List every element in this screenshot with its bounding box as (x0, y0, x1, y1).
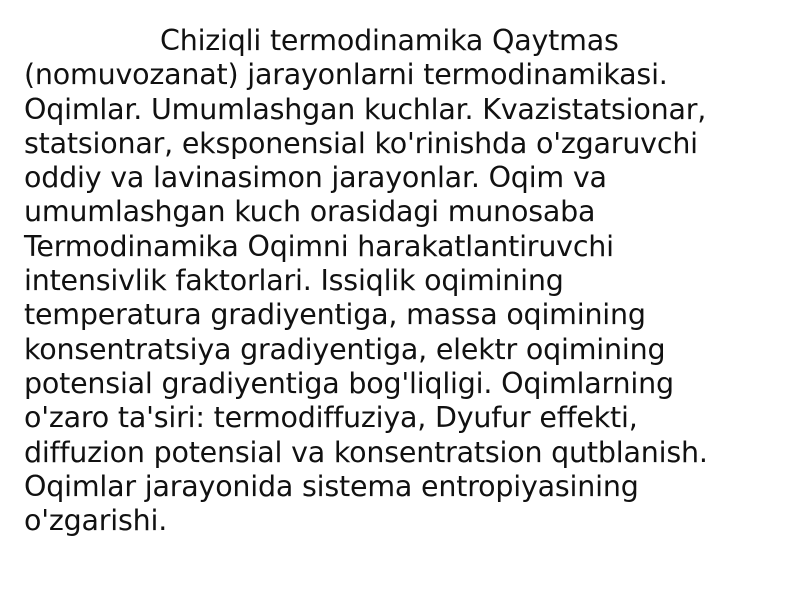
text-line-5: oddiy va lavinasimon jarayonlar. Oqim va (24, 161, 607, 195)
text-line-13: diffuzion potensial va konsentratsion qutblanish. (24, 435, 708, 469)
text-line-6: umumlashgan kuch orasidagi munosaba (24, 195, 596, 229)
text-line-15: o'zgarishi. (24, 504, 168, 538)
text-line-12: o'zaro ta'siri: termodiffuziya, Dyufur effekti, (24, 401, 638, 435)
text-line-11: potensial gradiyentiga bog'liqligi. Oqimlarning (24, 366, 674, 400)
text-line-7: Termodinamika Oqimni harakatlantiruvchi (24, 229, 614, 263)
text-line-2: (nomuvozanat) jarayonlarni termodinamikasi. (24, 58, 668, 92)
body-text (24, 24, 784, 538)
text-line-1: Chiziqli termodinamika Qaytmas (160, 24, 619, 57)
text-line-9: temperatura gradiyentiga, massa oqimining (24, 298, 646, 332)
text-line-3: Oqimlar. Umumlashgan kuchlar. Kvazistatsionar, (24, 92, 707, 126)
text-line-10: konsentratsiya gradiyentiga, elektr oqimining (24, 332, 666, 366)
text-line-14: Oqimlar jarayonida sistema entropiyasining (24, 469, 639, 503)
text-line-4: statsionar, eksponensial ko'rinishda o'zgaruvchi (24, 126, 698, 160)
text-line-8: intensivlik faktorlari. Issiqlik oqimining (24, 264, 564, 298)
